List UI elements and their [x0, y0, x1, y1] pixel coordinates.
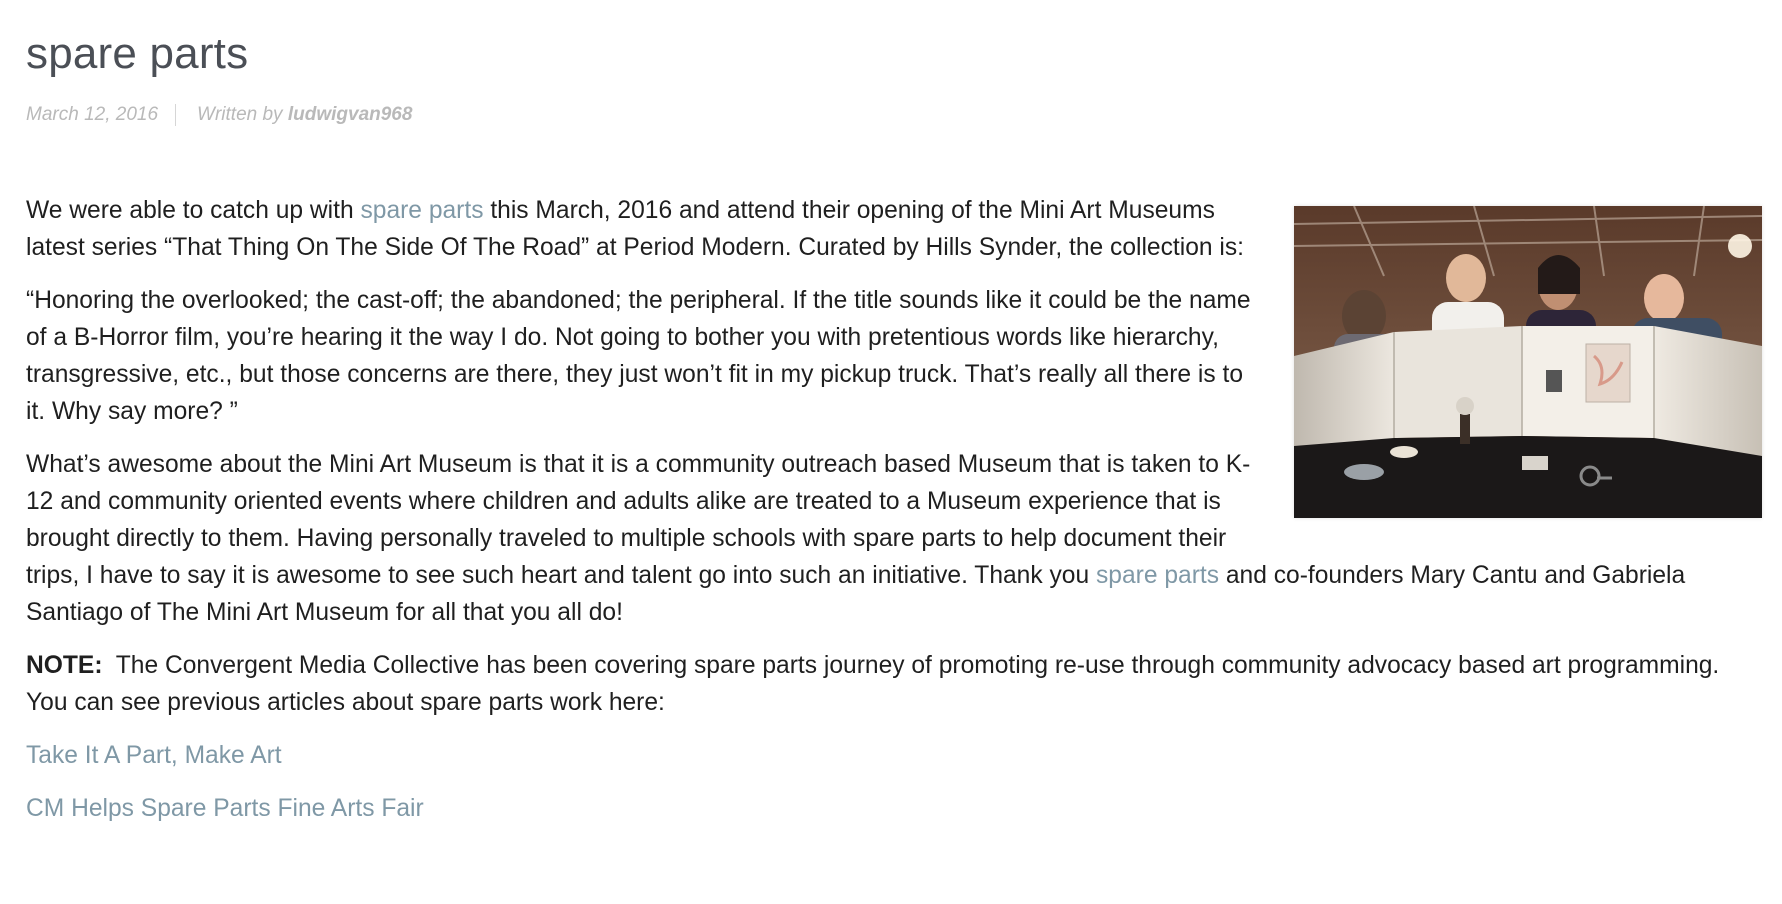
paragraph-quote: “Honoring the overlooked; the cast-off; the abandoned; the peripheral. If the title sounds like it could be the name of a B-Horror film, you’re hearing it the way I do. Not going to bother you with pretentious words like hierarchy, transgressive, etc., but those concerns are there, they just won’t fit in my pickup truck. That’s really all there is to it. Why say more? ”: [26, 287, 1251, 425]
meta-divider: [175, 104, 176, 126]
note-text: The Convergent Media Collective has been covering spare parts journey of promoting re-use through community advocacy based art programming. You can see previous articles about spare parts work here:: [26, 652, 1733, 716]
note-label: NOTE:: [26, 652, 103, 679]
photo-image: [1294, 206, 1762, 518]
spare-parts-link-2[interactable]: spare parts: [1095, 562, 1220, 589]
written-by-label: Written by: [197, 104, 283, 125]
post-content: [26, 192, 1762, 843]
post-author: ludwigvan968: [287, 104, 413, 125]
post-title: spare parts: [26, 29, 249, 78]
paragraph-note: [26, 647, 1762, 721]
related-article-link-1[interactable]: Take It A Part, Make Art: [26, 742, 282, 769]
related-article-link-2[interactable]: CM Helps Spare Parts Fine Arts Fair: [26, 795, 424, 822]
post-date: March 12, 2016: [26, 104, 159, 125]
museum-text-after: and co-founders Mary Cantu and Gabriela Santiago of The Mini Art Museum for all that you all do!: [26, 562, 1686, 626]
related-link-item: [26, 790, 1762, 827]
exhibit-photo: [1294, 206, 1762, 518]
intro-text-after: this March, 2016 and attend their opening of the Mini Art Museums latest series “That Thing On The Side Of The Road” at Period Modern. Curated by Hills Synder, the collection is:: [26, 197, 1244, 261]
intro-text-before: We were able to catch up with: [26, 197, 361, 224]
related-link-item: [26, 737, 1762, 774]
spare-parts-link[interactable]: spare parts: [360, 197, 484, 224]
post-meta: [26, 104, 412, 126]
museum-text-before: What’s awesome about the Mini Art Museum is that it is a community outreach based Museum that is taken to K-12 and community oriented events where children and adults alike are treated to a Museum experience that is brought directly to them. Having personally traveled to multiple schools with spare parts to help document their trips, I have to say it is awesome to see such heart and talent go into such an initiative. Thank you: [26, 451, 1251, 589]
